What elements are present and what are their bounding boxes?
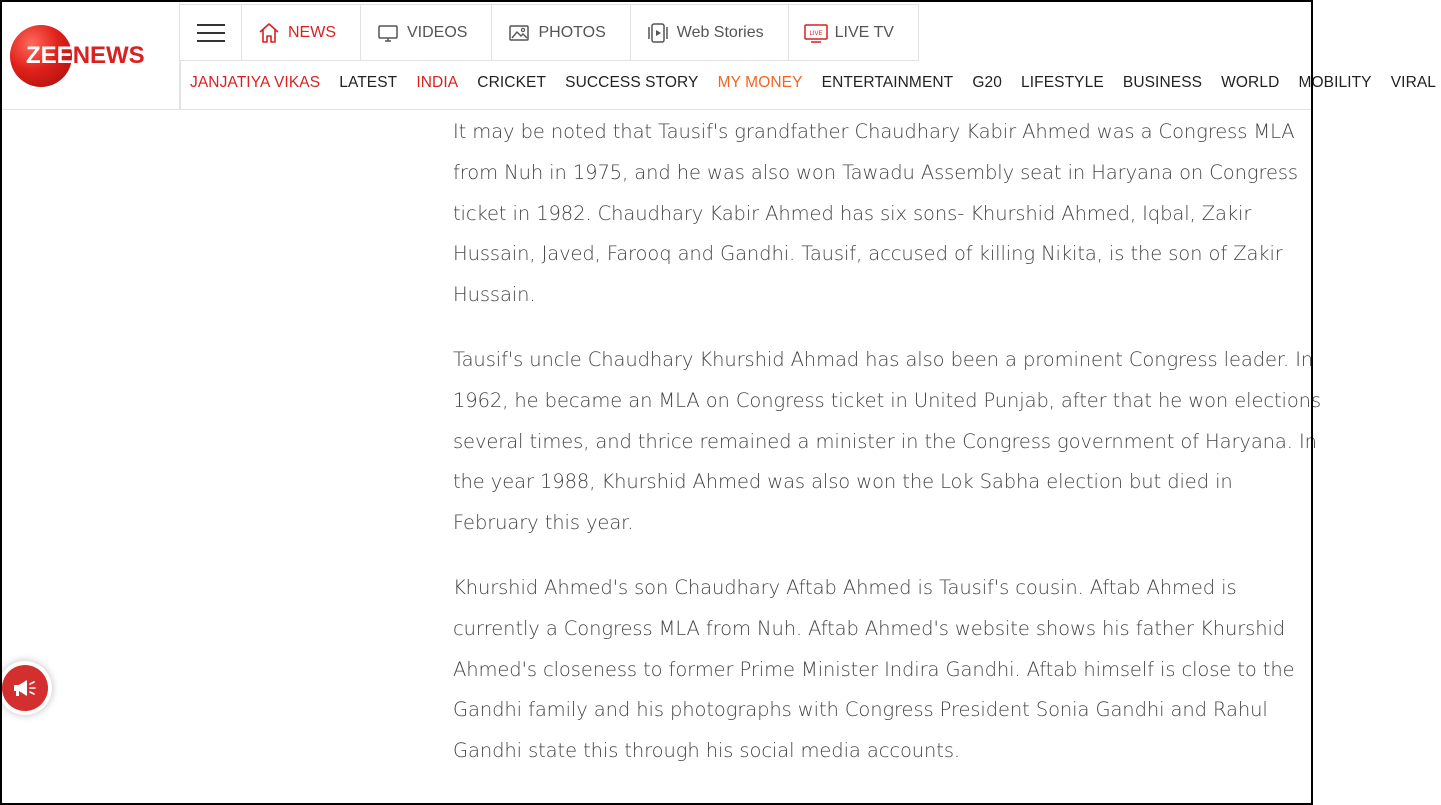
nav-videos-label: VIDEOS: [407, 23, 468, 41]
site-header: [0, 0, 1437, 110]
logo-zee-text: ZEE: [26, 42, 73, 69]
image-icon: [508, 22, 530, 44]
article-paragraph-3: Khurshid Ahmed's son Chaudhary Aftab Ahmed is Tausif's cousin. Aftab Ahmed is currently a Congress MLA from Nuh. Aftab Ahmed's website shows his father Khurshid Ahmed's closeness to former Prime Minister Indira Gandhi. Aftab himself is close to the Gandhi family and his photographs with Congress President Sonia Gandhi and Rahul Gandhi state this through his social media accounts.: [453, 575, 1295, 763]
logo-news-text: NEWS: [72, 42, 145, 69]
svg-text:LIVE: LIVE: [809, 30, 823, 37]
article-paragraph-2: Tausif's uncle Chaudhary Khurshid Ahmad has also been a prominent Congress leader. In 1962, he became an MLA on Congress ticket in United Punjab, after that he won elections several times, and thrice remained a minister in the Congress government of Haryana. In the year 1988, Khurshid Ahmed was also won the Lok Sabha election but died in February this year.: [453, 347, 1322, 535]
subnav-g20[interactable]: G20: [972, 74, 1002, 91]
subnav-latest[interactable]: LATEST: [339, 74, 398, 91]
announcement-button[interactable]: [0, 661, 52, 715]
live-tv-icon: [805, 22, 827, 44]
category-nav: [180, 60, 1437, 110]
article-paragraph-1: It may be noted that Tausif's grandfather Chaudhary Kabir Ahmed was a Congress MLA from Nuh in 1975, and he was also won Tawadu Assembly seat in Haryana on Congress ticket in 1982. Chaudhary Kabir Ahmed has six sons- Khurshid Ahmed, Iqbal, Zakir Hussain, Javed, Farooq and Gandhi. Tausif, accused of killing Nikita, is the son of Zakir Hussain.: [453, 120, 1298, 307]
nav-videos[interactable]: [361, 5, 492, 61]
subnav-business[interactable]: BUSINESS: [1122, 74, 1203, 91]
nav-news[interactable]: [242, 5, 361, 61]
nav-photos-label: PHOTOS: [538, 23, 606, 41]
primary-nav: [180, 4, 919, 61]
site-logo: [26, 42, 145, 70]
nav-news-label: NEWS: [288, 23, 336, 41]
home-icon: [258, 22, 280, 44]
announcement-button-inner: [2, 665, 48, 711]
hamburger-icon: [197, 24, 225, 42]
subnav-entertainment[interactable]: ENTERTAINMENT: [821, 74, 954, 91]
nav-web-stories[interactable]: [631, 5, 789, 61]
megaphone-icon: [12, 677, 38, 699]
subnav-janjatiya-vikas[interactable]: JANJATIYA VIKAS: [190, 74, 321, 91]
subnav-mobility[interactable]: MOBILITY: [1298, 74, 1372, 91]
nav-photos[interactable]: [492, 5, 630, 61]
subnav-lifestyle[interactable]: LIFESTYLE: [1021, 74, 1104, 91]
monitor-icon: [377, 22, 399, 44]
logo-link[interactable]: [0, 0, 180, 110]
nav-live-tv-label: LIVE TV: [834, 23, 894, 41]
subnav-success-story[interactable]: SUCCESS STORY: [565, 74, 699, 91]
menu-button[interactable]: [180, 5, 242, 61]
subnav-my-money[interactable]: MY MONEY: [717, 74, 803, 91]
nav-live-tv[interactable]: [789, 5, 919, 61]
subnav-viral[interactable]: VIRAL: [1390, 74, 1437, 91]
web-stories-icon: [647, 22, 669, 44]
article-body: [453, 112, 1323, 796]
nav-web-stories-label: Web Stories: [676, 23, 764, 41]
subnav-world[interactable]: WORLD: [1221, 74, 1280, 91]
subnav-cricket[interactable]: CRICKET: [477, 74, 547, 91]
subnav-india[interactable]: INDIA: [416, 74, 459, 91]
